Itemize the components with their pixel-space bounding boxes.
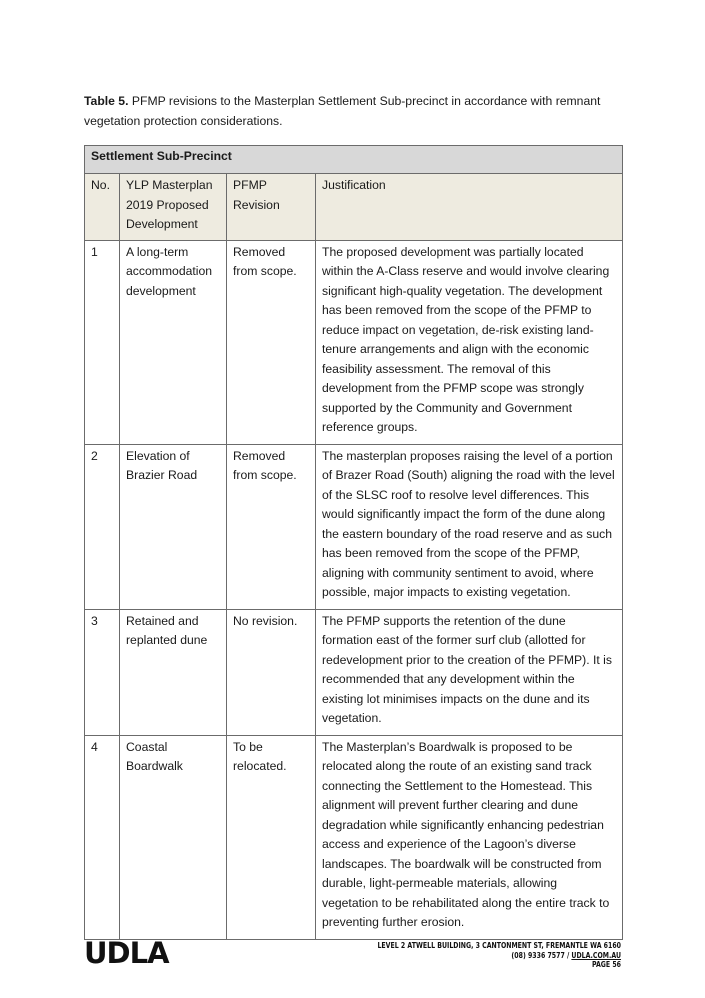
section-header-row xyxy=(85,146,623,174)
cell-no: 1 xyxy=(85,240,120,444)
website-link[interactable]: UDLA.COM.AU xyxy=(571,950,621,960)
caption-text: PFMP revisions to the Masterplan Settlement Sub-precinct in accordance with remnant vegetation protection considerations. xyxy=(84,94,601,128)
cell-development: Elevation of Brazier Road xyxy=(120,444,227,609)
table-row xyxy=(85,240,623,444)
page-number: PAGE 56 xyxy=(591,960,621,970)
cell-no: 4 xyxy=(85,735,120,939)
revisions-table xyxy=(84,145,623,940)
footer-contact xyxy=(377,941,621,970)
footer-phone: (08) 9336 7577 xyxy=(511,950,565,960)
cell-revision: To be relocated. xyxy=(227,735,316,939)
table-row xyxy=(85,609,623,735)
table-row xyxy=(85,735,623,939)
cell-development: A long-term accommodation development xyxy=(120,240,227,444)
caption-label: Table 5. xyxy=(84,94,129,108)
cell-revision: Removed from scope. xyxy=(227,240,316,444)
cell-no: 3 xyxy=(85,609,120,735)
header-development: YLP Masterplan 2019 Proposed Development xyxy=(120,174,227,241)
header-justification: Justification xyxy=(316,174,623,241)
header-revision: PFMP Revision xyxy=(227,174,316,241)
cell-justification: The PFMP supports the retention of the dune formation east of the former surf club (allotted for redevelopment prior to the creation of the PFMP). It is recommended that any development within the existing lot minimises impacts on the dune and its vegetation. xyxy=(316,609,623,735)
header-no: No. xyxy=(85,174,120,241)
footer-address: LEVEL 2 ATWELL BUILDING, 3 CANTONMENT ST, FREMANTLE WA 6160 xyxy=(377,941,621,950)
cell-revision: No revision. xyxy=(227,609,316,735)
footer-separator: / xyxy=(564,950,572,960)
cell-development: Coastal Boardwalk xyxy=(120,735,227,939)
cell-revision: Removed from scope. xyxy=(227,444,316,609)
udla-logo: UDLA xyxy=(84,936,169,970)
section-title: Settlement Sub-Precinct xyxy=(85,146,623,174)
table-caption xyxy=(84,91,624,131)
column-header-row xyxy=(85,174,623,241)
cell-justification: The masterplan proposes raising the level of a portion of Brazer Road (South) aligning the road with the level of the SLSC roof to resolve level differences. This would significantly impact the form of the dune along the eastern boundary of the road reserve and as such has been removed from the scope of the PFMP, aligning with community sentiment to avoid, where possible, major impacts to existing vegetation. xyxy=(316,444,623,609)
cell-development: Retained and replanted dune xyxy=(120,609,227,735)
cell-justification: The Masterplan’s Boardwalk is proposed to be relocated along the route of an existing sand track connecting the Settlement to the Homestead. This alignment will prevent further clearing and dune degradation while significantly enhancing pedestrian access and experience of the Lagoon’s diverse landscapes. The boardwalk will be constructed from durable, light-permeable materials, allowing vegetation to be rehabilitated along the entire track to preventing further erosion. xyxy=(316,735,623,939)
table-row xyxy=(85,444,623,609)
cell-no: 2 xyxy=(85,444,120,609)
cell-justification: The proposed development was partially located within the A-Class reserve and would involve clearing significant high-quality vegetation. The development has been removed from the scope of the PFMP to reduce impact on vegetation, de-risk existing land-tenure arrangements and align with the economic feasibility assessment. The removal of this development from the PFMP scope was strongly supported by the Community and Government reference groups. xyxy=(316,240,623,444)
